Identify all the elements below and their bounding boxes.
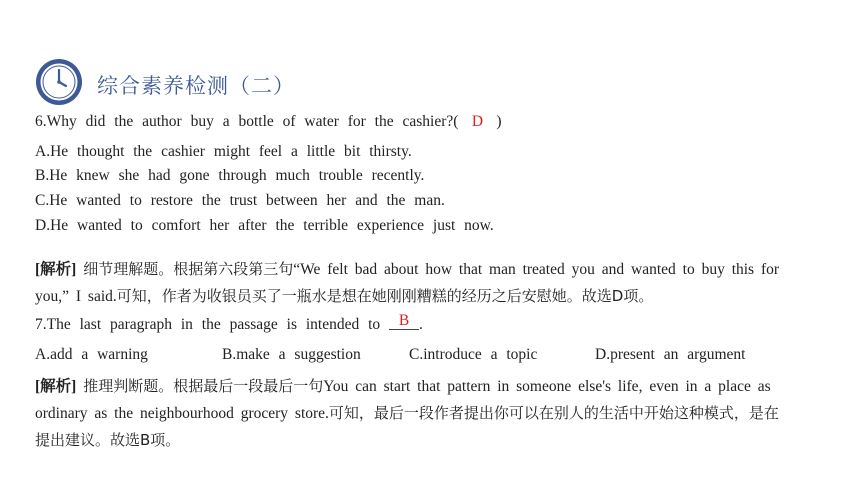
question-7-analysis bbox=[35, 373, 780, 454]
section-title: 综合素养检测（二） bbox=[97, 74, 295, 98]
question-6-analysis bbox=[35, 256, 780, 310]
question-6-option-d: D.He wanted to comfort her after the terrible experience just now. bbox=[35, 217, 494, 234]
analysis-intro: 细节理解题。根据第六段第三句 bbox=[83, 260, 294, 278]
question-7-option-a: A.add a warning bbox=[35, 346, 148, 363]
analysis-intro: 推理判断题。根据最后一段最后一句 bbox=[83, 377, 324, 395]
question-7-option-d: D.present an argument bbox=[595, 346, 746, 363]
analysis-quote: You can start that pattern in someone else's life, even in a place as ordinary as the neighbourhood grocery store. bbox=[35, 378, 771, 422]
question-6-stem bbox=[35, 113, 502, 131]
question-6-option-c: C.He wanted to restore the trust between her and the man. bbox=[35, 192, 445, 209]
analysis-tag: [解析] bbox=[35, 378, 77, 395]
analysis-conclusion: 可知，最后一段作者提出你可以在别人的生活中开始这种模式，是在提出建议。故选B项。 bbox=[35, 404, 779, 449]
analysis-quote: “We felt bad about how that man treated you and wanted to buy this for you,” I said. bbox=[35, 261, 780, 305]
question-6-stem-close: ) bbox=[496, 113, 502, 130]
question-6-stem-text: 6.Why did the author buy a bottle of water for the cashier?( bbox=[35, 113, 459, 130]
question-7-stem-close: . bbox=[419, 316, 423, 333]
question-7-stem-text: 7.The last paragraph in the passage is intended to bbox=[35, 316, 381, 333]
question-7-option-c: C.introduce a topic bbox=[409, 346, 538, 363]
question-7-stem bbox=[35, 312, 423, 334]
question-7-answer: B bbox=[389, 313, 419, 330]
clock-icon bbox=[35, 58, 83, 106]
question-7-option-b: B.make a suggestion bbox=[222, 346, 361, 363]
question-6-answer: D bbox=[471, 113, 484, 130]
question-6-option-b: B.He knew she had gone through much trouble recently. bbox=[35, 167, 425, 184]
analysis-tag: [解析] bbox=[35, 261, 77, 278]
question-6-option-a: A.He thought the cashier might feel a little bit thirsty. bbox=[35, 143, 412, 160]
analysis-conclusion: 可知，作者为收银员买了一瓶水是想在她刚刚糟糕的经历之后安慰她。故选D项。 bbox=[116, 287, 654, 305]
